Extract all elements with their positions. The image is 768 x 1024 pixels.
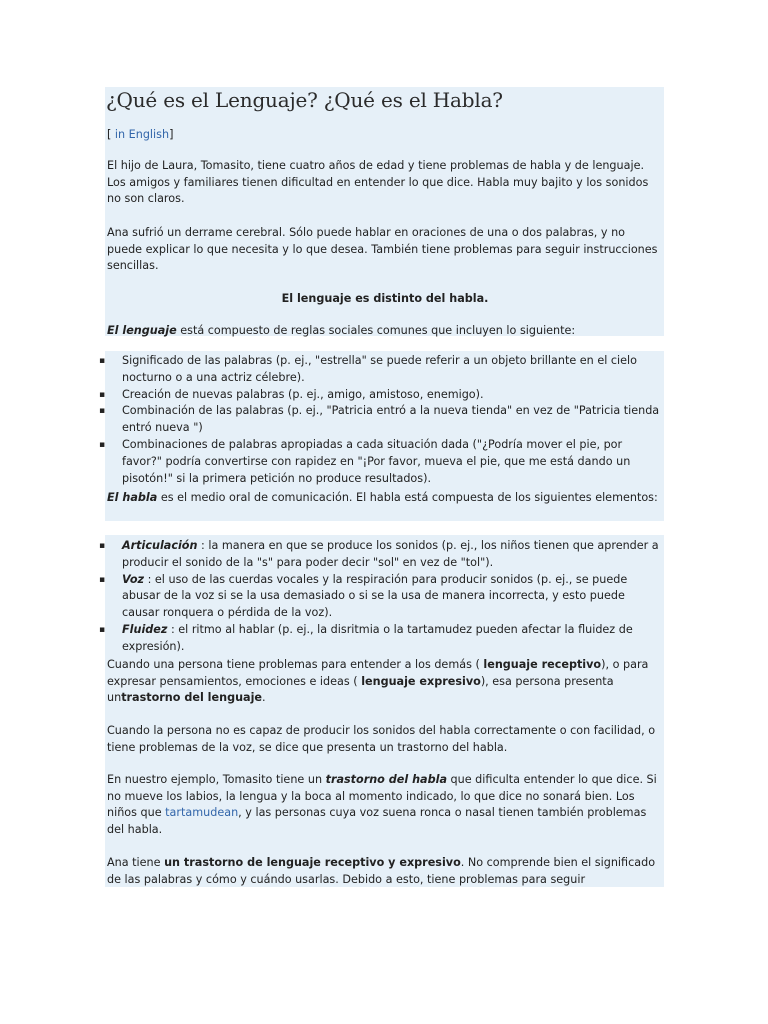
list-item: ▪ Creación de nuevas palabras (p. ej., amigo, amistoso, enemigo). (99, 387, 663, 404)
language-link-line: [ in English] (107, 128, 174, 141)
bullet-icon: ▪ (99, 406, 106, 417)
section-subheading: El lenguaje es distinto del habla. (281, 292, 489, 305)
lenguaje-list (99, 353, 663, 487)
intro-paragraph-1: El hijo de Laura, Tomasito, tiene cuatro años de edad y tiene problemas de habla y de lenguaje. Los amigos y familiares tienen dificultad en entender lo que dice. Habla muy bajito y los sonidos no son claros. (107, 159, 649, 205)
habla-list (99, 538, 663, 656)
intro-paragraph-2: Ana sufrió un derrame cerebral. Sólo puede hablar en oraciones de una o dos palabras, y no puede explicar lo que necesita y lo que desea. También tiene problemas para seguir instrucciones sencillas. (107, 226, 658, 272)
list-item: ▪ Significado de las palabras (p. ej., "estrella" se puede referir a un objeto brillante en el cielo nocturno o a una actriz célebre). (99, 354, 637, 384)
habla-definition: El habla es el medio oral de comunicación. El habla está compuesta de los siguientes elementos: (107, 491, 658, 504)
bullet-icon: ▪ (99, 439, 106, 450)
trastorno-lenguaje-paragraph: Cuando una persona tiene problemas para entender a los demás ( lenguaje receptivo), o para expresar pensamientos, emociones e ideas ( lenguaje expresivo), esa persona presenta untrastorno del lenguaje. (107, 658, 649, 704)
bullet-icon: ▪ (99, 356, 106, 366)
list-item: ▪ Fluidez : el ritmo al hablar (p. ej., la disritmia o la tartamudez pueden afectar la fluidez de expresión). (99, 622, 633, 653)
bullet-icon: ▪ (99, 541, 106, 551)
list-item: ▪ Combinaciones de palabras apropiadas a cada situación dada ("¿Podría mover el pie, por favor?" podría convertirse con rapidez en "¡Por favor, mueva el pie, que me está dando un pisotón!" si la primera petición no produce resultados). (99, 437, 631, 485)
bullet-icon: ▪ (99, 624, 106, 635)
habla-term: El habla (107, 491, 158, 504)
lenguaje-term: El lenguaje (107, 324, 177, 337)
ana-paragraph: Ana tiene un trastorno de lenguaje receptivo y expresivo. No comprende bien el significado de las palabras y cómo y cuándo usarlas. Debido a esto, tiene problemas para seguir (107, 856, 656, 886)
example-paragraph: En nuestro ejemplo, Tomasito tiene un trastorno del habla que dificulta entender lo que dice. Si no mueve los labios, la lengua y la boca al momento indicado, lo que dice no sonará bien. Los niños que tartamudean, y las personas cuya voz suena ronca o nasal tienen también problemas del habla. (107, 773, 657, 836)
bullet-icon: ▪ (99, 574, 106, 585)
lenguaje-definition: El lenguaje está compuesto de reglas sociales comunes que incluyen lo siguiente: (107, 324, 576, 337)
in-english-link[interactable]: in English (114, 128, 170, 141)
list-item: ▪ Voz : el uso de las cuerdas vocales y la respiración para producir sonidos (p. ej., se puede abusar de la voz si se la usa demasiado o si se la usa de manera incorrecta, y esto puede causar ronquera o pérdida de la voz). (99, 572, 628, 620)
trastorno-habla-paragraph: Cuando la persona no es capaz de producir los sonidos del habla correctamente o con facilidad, o tiene problemas de la voz, se dice que presenta un trastorno del habla. (107, 724, 656, 754)
list-item: ▪ Combinación de las palabras (p. ej., "Patricia entró a la nueva tienda" en vez de "Patricia tienda entró nueva ") (99, 404, 660, 435)
bullet-icon: ▪ (99, 389, 106, 400)
page-title: ¿Qué es el Lenguaje? ¿Qué es el Habla? (106, 88, 503, 112)
list-item: ▪ Articulación : la manera en que se produce los sonidos (p. ej., los niños tienen que aprender a producir el sonido de la "s" para poder decir "sol" en vez de "tol"). (99, 539, 659, 569)
tartamudean-link[interactable]: tartamudean (165, 806, 239, 819)
